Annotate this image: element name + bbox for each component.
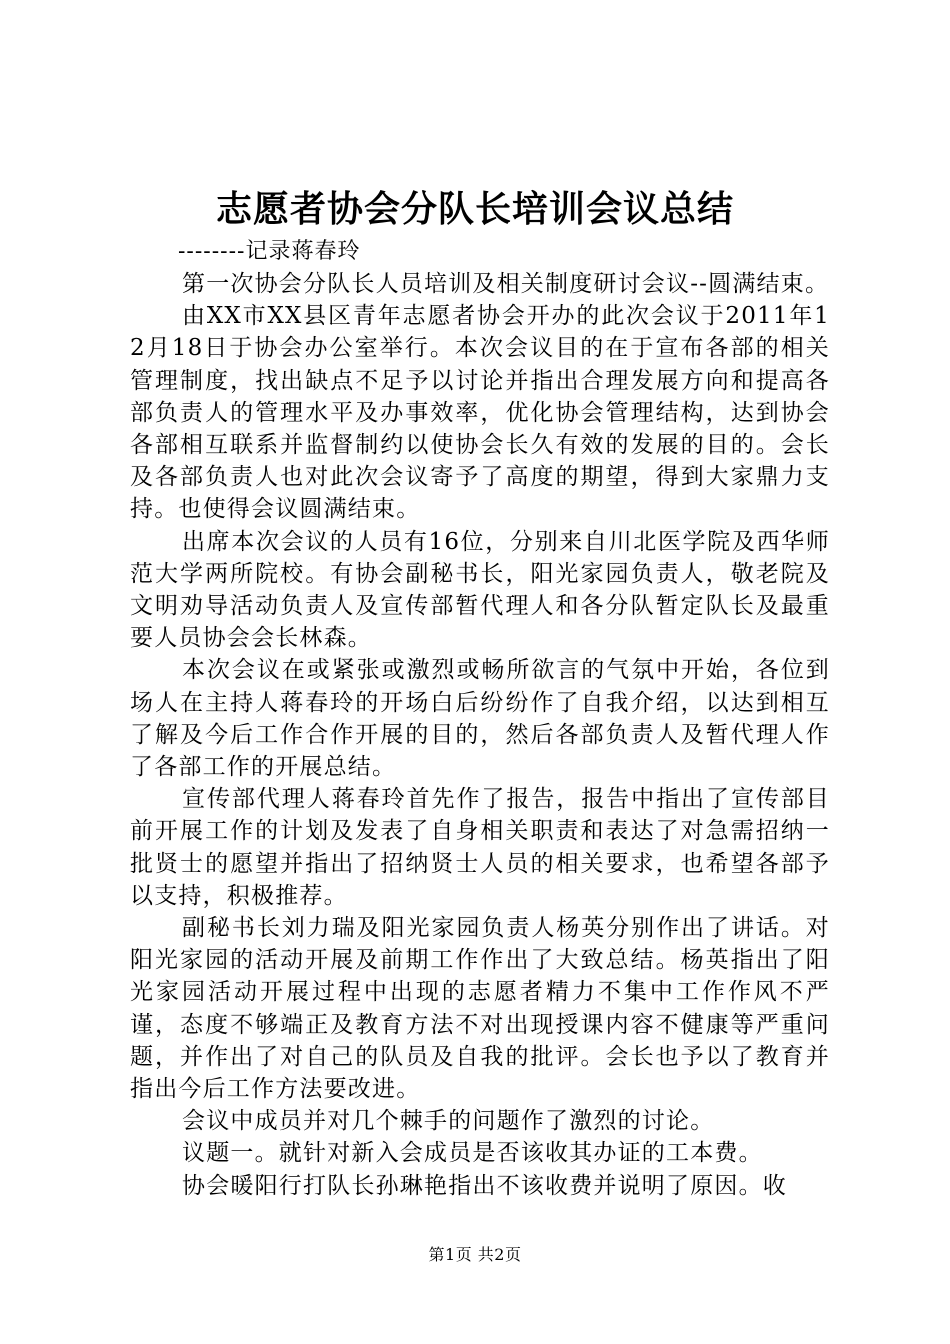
- paragraph: 本次会议在或紧张或激烈或畅所欲言的气氛中开始，各位到场人在主持人蒋春玲的开场白后纷纷作了自我介绍，以达到相互了解及今后工作合作开展的目的，然后各部负责人及暂代理人作了各部工作的开展总结。: [130, 657, 830, 781]
- document-title: 志愿者协会分队长培训会议总结: [215, 188, 734, 230]
- paragraph: 副秘书长刘力瑞及阳光家园负责人杨英分别作出了讲话。对阳光家园的活动开展及前期工作作出了大致总结。杨英指出了阳光家园活动开展过程中出现的志愿者精力不集中工作作风不严谨，态度不够端正及教育方法不对出现授课内容不健康等严重问题，并作出了对自己的队员及自我的批评。会长也予以了教育并指出今后工作方法要改进。: [130, 915, 830, 1103]
- paragraph: 出席本次会议的人员有16位，分别来自川北医学院及西华师范大学两所院校。有协会副秘书长，阳光家园负责人，敬老院及文明劝导活动负责人及宣传部暂代理人和各分队暂定队长及最重要人员协会会长林森。: [130, 528, 830, 652]
- paragraph: 议题一。就针对新入会成员是否该收其办证的工本费。: [182, 1140, 763, 1167]
- paragraph: 会议中成员并对几个棘手的问题作了激烈的讨论。: [182, 1108, 715, 1135]
- paragraph: 协会暖阳行打队长孙琳艳指出不该收费并说明了原因。收: [182, 1172, 787, 1199]
- page-number-footer: 第1页 共2页: [428, 1245, 522, 1264]
- recorder-line: --------记录蒋春玲: [178, 239, 361, 264]
- paragraph: 第一次协会分队长人员培训及相关制度研讨会议--圆满结束。: [182, 271, 830, 297]
- document-body: [130, 268, 830, 1202]
- paragraph: 宣传部代理人蒋春玲首先作了报告，报告中指出了宣传部目前开展工作的计划及发表了自身相关职责和表达了对急需招纳一批贤士的愿望并指出了招纳贤士人员的相关要求，也希望各部予以支持，积极推荐。: [130, 786, 830, 909]
- paragraph: 由XX市XX县区青年志愿者协会开办的此次会议于2011年12月18日于协会办公室举行。本次会议目的在于宣布各部的相关管理制度，找出缺点不足予以讨论并指出合理发展方向和提高各部负责人的管理水平及办事效率，优化协会管理结构，达到协会各部相互联系并监督制约以使协会长久有效的发展的目的。会长及各部负责人也对此次会议寄予了高度的期望，得到大家鼎力支持。也使得会议圆满结束。: [130, 303, 830, 523]
